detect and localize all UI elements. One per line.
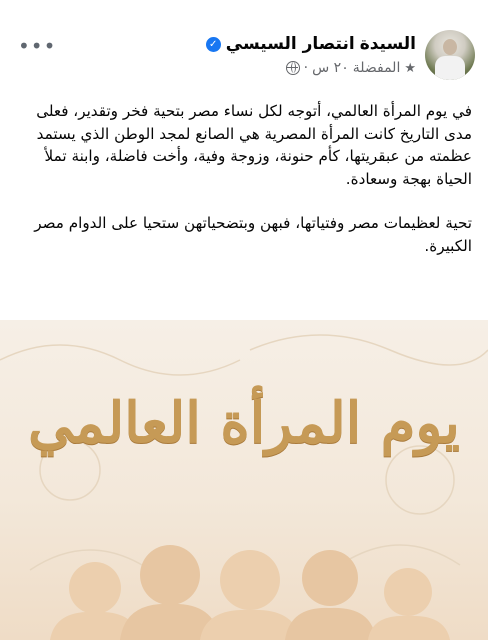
avatar-head [443, 39, 457, 55]
author-name-row[interactable] [206, 34, 416, 54]
time-ago[interactable]: ٢٠ س [312, 60, 349, 76]
post-header [0, 30, 488, 90]
globe-icon [286, 61, 300, 75]
post-image[interactable] [0, 320, 488, 640]
audience-label[interactable]: المفضلة [352, 60, 401, 76]
image-headline: يوم المرأة العالمي [28, 390, 460, 456]
meta-separator: · [303, 60, 309, 76]
post-paragraph-1: في يوم المرأة العالمي، أتوجه لكل نساء مصر بتحية فخر وتقدير، فعلى مدى التاريخ كانت المرأة المصرية هي الصانع لمجد الوطن الذي يستمد عظمته من عبقريتها، كأم حنونة، وزوجة وفية، وأخت فاضلة، وابنة تملأ الحياة بهجة وسعادة. [36, 102, 472, 188]
star-icon: ★ [404, 60, 416, 76]
author-title[interactable]: السيدة [359, 34, 416, 54]
avatar[interactable] [425, 30, 475, 80]
women-silhouettes [0, 500, 488, 640]
post-meta [286, 60, 416, 76]
author-name[interactable]: انتصار السيسي [225, 34, 355, 54]
more-options-button[interactable]: ••• [18, 34, 57, 58]
avatar-body [435, 56, 465, 80]
post-paragraph-2: تحية لعظيمات مصر وفتياتها، فبهن وبتضحياتهن ستحيا على الدوام مصر الكبيرة. [34, 214, 472, 255]
post-text [14, 100, 472, 279]
verified-icon: ✓ [206, 37, 221, 52]
